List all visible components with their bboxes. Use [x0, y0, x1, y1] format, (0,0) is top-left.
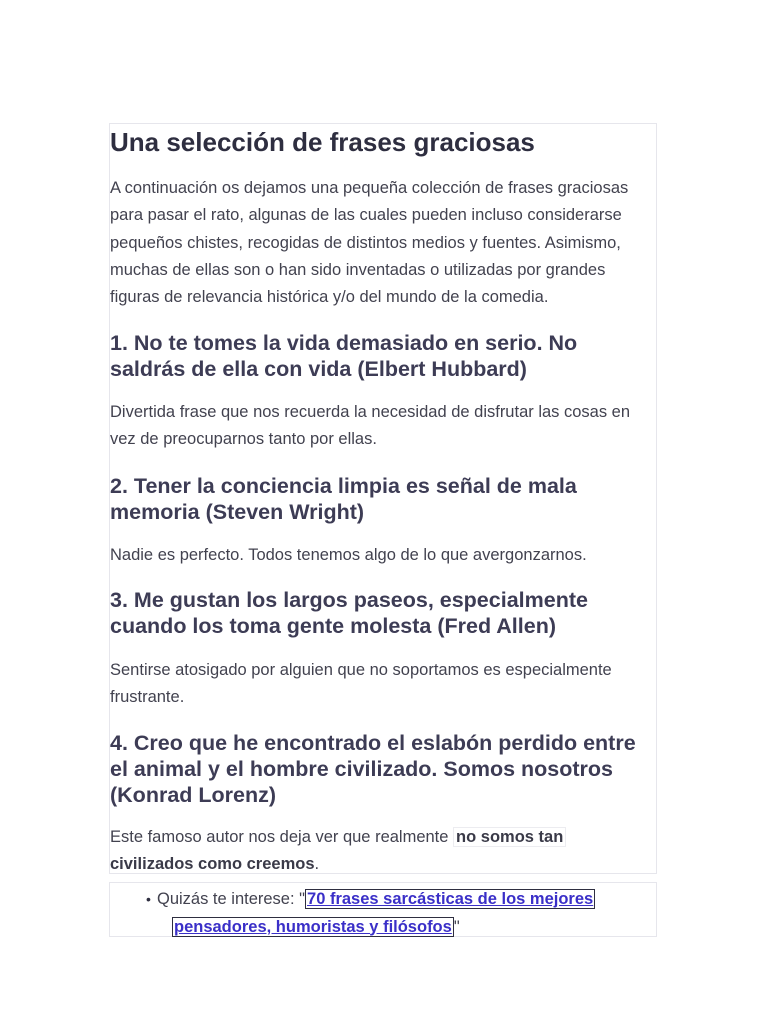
related-article-link-continued[interactable]: pensadores, humoristas y filósofos: [174, 917, 452, 936]
emphasis-text-continued: civilizados como creemos: [110, 855, 315, 874]
quote-text-3: Sentirse atosigado por alguien que no soportamos es especialmente frustrante.: [110, 661, 612, 707]
quote-heading-4: 4. Creo que he encontrado el eslabón perdido entre el animal y el hombre civilizado. Somos nosotros (Konrad Lorenz): [110, 731, 636, 807]
quote-heading-2: 2. Tener la conciencia limpia es señal de mala memoria (Steven Wright): [110, 474, 577, 524]
quote-heading-1: 1. No te tomes la vida demasiado en serio. No saldrás de ella con vida (Elbert Hubbard): [110, 331, 578, 381]
related-article-link[interactable]: 70 frases sarcásticas de los mejores: [307, 890, 594, 908]
section-title: Una selección de frases graciosas: [110, 127, 535, 157]
article-section: [109, 123, 657, 874]
related-list-item: [146, 886, 626, 941]
related-suffix: ": [453, 917, 460, 936]
quote-text-4: [110, 824, 658, 879]
quote-text-4-end: .: [314, 855, 320, 874]
intro-paragraph: A continuación os dejamos una pequeña colección de frases graciosas para pasar el rato, algunas de las cuales pueden incluso considerarse pequeños chistes, recogidas de distintos medios y fuentes. Asimismo, muchas de ellas son o han sido inventadas o utilizadas por grandes figuras de relevancia histórica y/o del mundo de la comedia.: [110, 179, 629, 307]
related-prefix: Quizás te interese: ": [157, 890, 306, 908]
quote-text-4-start: Este famoso autor nos deja ver que realmente: [110, 828, 454, 846]
related-box: [109, 882, 657, 937]
emphasis-text: no somos tan: [453, 827, 566, 847]
bullet-icon: •: [146, 891, 151, 907]
quote-heading-3: 3. Me gustan los largos paseos, especialmente cuando los toma gente molesta (Fred Allen): [110, 588, 588, 638]
quote-text-1: Divertida frase que nos recuerda la necesidad de disfrutar las cosas en vez de preocuparnos tanto por ellas.: [110, 403, 631, 449]
quote-text-2: Nadie es perfecto. Todos tenemos algo de lo que avergonzarnos.: [110, 546, 587, 564]
